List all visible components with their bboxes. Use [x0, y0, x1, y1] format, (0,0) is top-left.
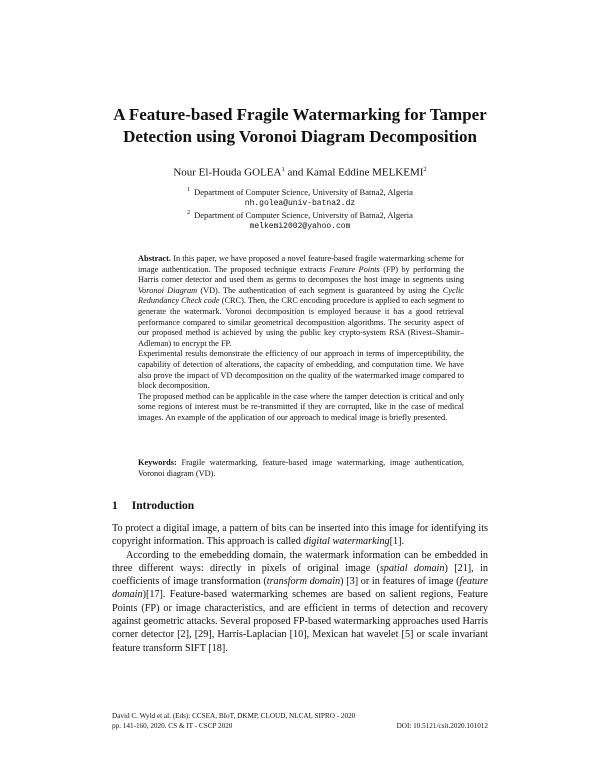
abstract-term-fp: Feature Points — [329, 264, 380, 274]
introduction-body — [112, 522, 488, 655]
keywords — [138, 458, 464, 479]
section-title: Introduction — [131, 500, 195, 512]
abstract-text-c: (VD). The authentication of each segment is guaranteed by using the — [200, 285, 440, 295]
author-and: and — [287, 166, 304, 179]
affiliation-2-num: 2 — [187, 210, 191, 216]
footer-line-1: David C. Wyld et al. (Eds): CCSEA, BIoT, DKMP, CLOUD, NLCAI, SIPRO - 2020 — [112, 712, 356, 720]
footer-doi[interactable]: DOI: 10.5121/csit.2020.101012 — [396, 721, 488, 730]
affiliation-1-email[interactable]: nh.golea@univ-batna2.dz — [244, 198, 356, 208]
intro-term-transform-domain: transform domain — [266, 576, 341, 588]
abstract-paragraph-3: The proposed method can be applicable in the case where the tamper detection is critical and only some regions of interest must be re-transmitted if they are corrupted, like in the case of medical images. An example of the application of our approach to medical image is briefly presented. — [138, 391, 464, 422]
keywords-text: Fragile watermarking, feature-based image watermarking, image authentication, Voronoi diagram (VD). — [138, 458, 465, 478]
section-number: 1 — [112, 500, 118, 512]
footer-pages: pp. 141-160, 2020. CS & IT - CSCP 2020 — [112, 721, 233, 730]
author-1: Nour El-Houda GOLEA — [173, 166, 282, 179]
author-list — [60, 166, 540, 179]
affiliation-1-num: 1 — [187, 187, 191, 193]
intro-paragraph-1 — [112, 522, 488, 549]
affiliation-1 — [150, 185, 450, 209]
abstract-paragraph-1 — [138, 254, 464, 349]
abstract-paragraph-2: Experimental results demonstrate the efficiency of our approach in terms of imperceptibility, the capability of detection of alterations, the capacity of embedding, and computation time. We have also prove the impact of VD decomposition on the quality of the watermarked image compared to block decomposition. — [138, 349, 464, 391]
keywords-label: Keywords: — [138, 458, 177, 467]
affiliation-2 — [150, 208, 450, 232]
intro-p2-text-a: According to the emebedding domain, the watermark information can be embedded in three different ways: directly in pixels of original image ( — [112, 549, 488, 574]
abstract-text-d: (CRC). Then, the CRC encoding procedure is applied to each segment to generate the watermark. Voronoi decomposition is employed because it has a good retrieval performance compared to similar geometrical decomposition algorithms. The security aspect of our proposed method is achieved by using the public key crypto-system RSA (Rivest–Shamir–Adleman) to encrypt the FP. — [138, 296, 465, 348]
author-2: Kamal Eddine MELKEMI — [306, 166, 424, 179]
intro-p2-text-c: ) [3] or in features of image ( — [340, 576, 460, 588]
author-1-sup: 1 — [281, 166, 285, 173]
intro-paragraph-2 — [112, 549, 488, 655]
paper-title — [60, 104, 540, 148]
abstract — [138, 254, 464, 424]
section-heading — [112, 500, 194, 512]
abstract-term-vd: Voronoi Diagram — [138, 285, 198, 295]
intro-term-spatial-domain: spatial domain — [379, 562, 445, 574]
intro-term-feature-domain: feature domain — [112, 576, 488, 601]
intro-p1-cite: [1]. — [389, 536, 405, 548]
intro-p1-text-a: To protect a digital image, a pattern of bits can be inserted into this image for identifying its copyright information. This approach is called — [112, 523, 488, 548]
affiliation-2-dept: Department of Computer Science, University of Batna2, Algeria — [194, 209, 413, 220]
title-line-2: Detection using Voronoi Diagram Decomposition — [123, 127, 477, 146]
author-2-sup: 2 — [423, 166, 427, 173]
abstract-label: Abstract. — [138, 254, 171, 263]
title-line-1: A Feature-based Fragile Watermarking for Tamper — [113, 105, 487, 124]
abstract-text-a: In this paper, we have proposed a novel feature-based fragile watermarking scheme for image authentication. The proposed technique extracts — [138, 254, 464, 274]
page-footer — [112, 712, 488, 731]
affiliation-1-dept: Department of Computer Science, University of Batna2, Algeria — [194, 186, 413, 197]
abstract-term-crc: Cyclic Redundancy Check code — [138, 285, 464, 306]
intro-p2-text-b: ) [21], in coefficients of image transformation ( — [112, 562, 488, 588]
intro-p2-text-d: )[17]. Feature-based watermarking schemes are based on salient regions, Feature Points (FP) or image characteristics, and are efficient in terms of detection and recovery against geometric attacks. Several proposed FP-based watermarking approaches used Harris corner detector [2], [29], Harris-Laplacian [10], Mexican hat wavelet [5] or scale invariant feature transform SIFT [18]. — [112, 589, 488, 654]
abstract-text-b: (FP) by performing the Harris corner detector and used them as germs to decomposes the host image in segments using — [138, 264, 465, 285]
affiliation-2-email[interactable]: melkemi2002@yahoo.com — [249, 221, 351, 231]
intro-term-digital-watermarking: digital watermarking — [303, 536, 390, 548]
